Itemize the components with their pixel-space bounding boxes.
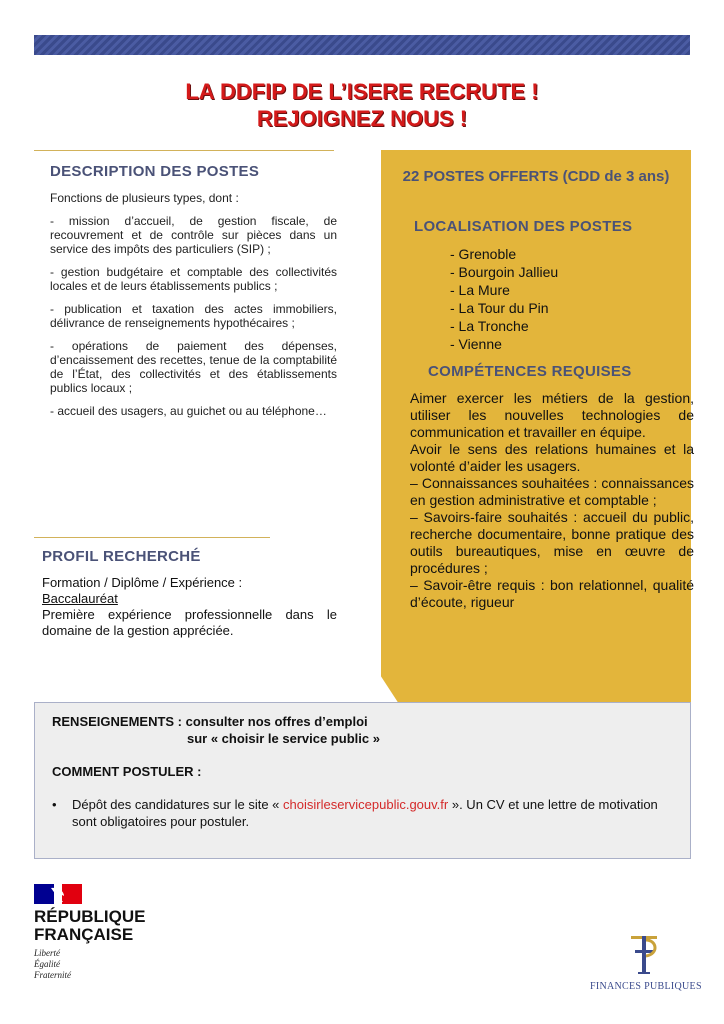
motto-fraternite: Fraternité: [34, 970, 71, 980]
postuler-text-before: Dépôt des candidatures sur le site «: [72, 797, 284, 812]
postuler-text: [72, 796, 672, 830]
marianne-flag-icon: [34, 884, 82, 904]
location-item: - Bourgoin Jallieu: [450, 264, 559, 280]
description-item: - mission d’accueil, de gestion fiscale, de recouvrement et de contrôle sur pièces dans un service des impôts des particuliers (SIP) ;: [50, 214, 337, 256]
location-item: - La Tronche: [450, 318, 529, 334]
description-divider: [34, 150, 334, 151]
competences-heading: COMPÉTENCES REQUISES: [428, 363, 632, 380]
localisation-heading: LOCALISATION DES POSTES: [414, 218, 633, 235]
title-line-2: REJOIGNEZ NOUS !: [256, 106, 468, 131]
description-heading: DESCRIPTION DES POSTES: [50, 163, 260, 180]
title-line-1: LA DDFIP DE L’ISERE RECRUTE !: [185, 79, 539, 104]
profil-line-1: Formation / Diplôme / Expérience :: [42, 575, 243, 590]
finances-publiques-emblem-icon: [627, 932, 663, 976]
profil-diploma: Baccalauréat: [42, 591, 118, 606]
location-item: - La Tour du Pin: [450, 300, 549, 316]
description-item: - publication et taxation des actes immobiliers, délivrance de renseignements hypothécaires ;: [50, 302, 337, 330]
offer-title: 22 POSTES OFFERTS (CDD de 3 ans): [402, 168, 670, 185]
finances-publiques-logo: [590, 932, 700, 992]
competences-body: [410, 390, 694, 611]
profil-heading: PROFIL RECHERCHÉ: [42, 548, 201, 565]
description-item: - opérations de paiement des dépenses, d’encaissement des recettes, tenue de la comptabilité de l’État, des collectivités et des établissements publics locaux ;: [50, 339, 337, 395]
renseignements-line-1: RENSEIGNEMENTS : consulter nos offres d’emploi: [52, 714, 368, 729]
motto-liberte: Liberté: [34, 948, 60, 958]
rf-line-2: FRANÇAISE: [34, 925, 134, 944]
competence-item: – Savoir-être requis : bon relationnel, qualité d’écoute, rigueur: [410, 577, 694, 610]
location-item: - Vienne: [450, 336, 502, 352]
page-title: [0, 78, 724, 132]
postuler-text-after: ». Un CV et une lettre de motivation sont obligatoires pour postuler.: [72, 797, 658, 829]
location-item: - Grenoble: [450, 246, 517, 262]
rf-line-1: RÉPUBLIQUE: [34, 907, 146, 926]
profil-line-3: Première expérience professionnelle dans le domaine de la gestion appréciée.: [42, 607, 337, 638]
competence-item: Avoir le sens des relations humaines et la volonté d’aider les usagers.: [410, 441, 694, 474]
republique-francaise-name: [34, 908, 145, 944]
description-item: - accueil des usagers, au guichet ou au téléphone…: [50, 404, 327, 418]
competence-item: – Savoirs-faire souhaités : accueil du public, recherche documentaire, bonne pratique des outils bureautiques, mise en œuvre de procédures ;: [410, 509, 694, 576]
description-item: - gestion budgétaire et comptable des collectivités locales et de leurs établissements publics ;: [50, 265, 337, 293]
competence-item: Aimer exercer les métiers de la gestion, utiliser les nouvelles technologies de communication et travailler en équipe.: [410, 390, 694, 440]
postuler-heading: COMMENT POSTULER :: [52, 764, 202, 779]
top-decorative-band: [34, 35, 690, 55]
localisation-list: [450, 245, 558, 353]
renseignements-line-2: sur « choisir le service public »: [187, 731, 380, 746]
profil-divider: [34, 537, 270, 538]
finances-publiques-name: FINANCES PUBLIQUES: [590, 981, 702, 992]
competence-item: – Connaissances souhaitées : connaissances en gestion administrative et comptable ;: [410, 475, 694, 508]
service-public-link[interactable]: choisirleservicepublic.gouv.fr: [283, 797, 449, 812]
postuler-bullet: [52, 796, 672, 830]
motto-egalite: Égalité: [34, 959, 60, 969]
profil-body: [42, 575, 337, 639]
location-item: - La Mure: [450, 282, 510, 298]
bullet-dot: •: [52, 797, 57, 812]
description-intro: Fonctions de plusieurs types, dont :: [50, 191, 239, 205]
republic-motto: [34, 948, 71, 981]
description-body: [50, 191, 337, 427]
